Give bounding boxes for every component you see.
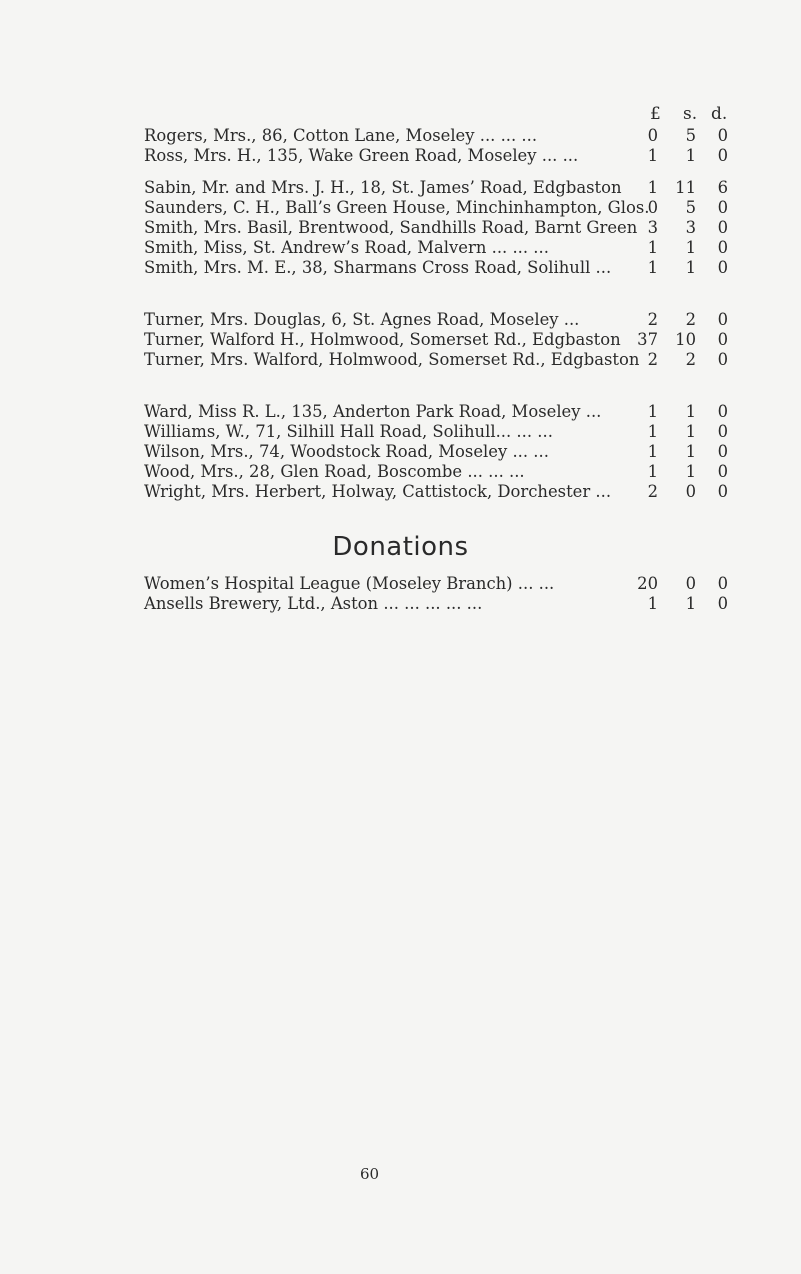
pounds-value: 2 bbox=[647, 350, 658, 369]
pounds-value: 2 bbox=[647, 310, 658, 329]
pence-value: 0 bbox=[717, 330, 728, 349]
subscriber-name: Turner, Mrs. Walford, Holmwood, Somerset Rd., Edgbaston bbox=[144, 350, 640, 369]
shillings-column-header: s. bbox=[683, 104, 698, 124]
list-item bbox=[144, 330, 744, 350]
donor-name: Ansells Brewery, Ltd., Aston ... ... ... ... ... bbox=[144, 594, 483, 613]
pounds-value: 1 bbox=[647, 462, 658, 481]
list-item bbox=[144, 310, 744, 330]
pounds-value: 1 bbox=[647, 402, 658, 421]
list-item bbox=[144, 462, 744, 482]
pence-value: 0 bbox=[717, 146, 728, 165]
pounds-value: 37 bbox=[637, 330, 658, 349]
shillings-value: 1 bbox=[685, 402, 696, 421]
subscriber-name: Williams, W., 71, Silhill Hall Road, Solihull... ... ... bbox=[144, 422, 553, 441]
subscriber-group-t bbox=[144, 310, 744, 370]
shillings-value: 0 bbox=[685, 574, 696, 593]
subscriber-name: Sabin, Mr. and Mrs. J. H., 18, St. James’ Road, Edgbaston bbox=[144, 178, 622, 197]
shillings-value: 1 bbox=[685, 422, 696, 441]
pence-value: 0 bbox=[717, 442, 728, 461]
pence-value: 0 bbox=[717, 310, 728, 329]
pence-value: 0 bbox=[717, 462, 728, 481]
subscriber-name: Wright, Mrs. Herbert, Holway, Cattistock, Dorchester ... bbox=[144, 482, 612, 501]
list-item bbox=[144, 482, 744, 502]
list-item bbox=[144, 422, 744, 442]
pounds-value: 0 bbox=[647, 198, 658, 217]
subscriber-group-s bbox=[144, 178, 744, 278]
list-item bbox=[144, 258, 744, 278]
pence-value: 0 bbox=[717, 402, 728, 421]
shillings-value: 10 bbox=[675, 330, 696, 349]
pence-value: 0 bbox=[717, 126, 728, 145]
subscriber-group-r bbox=[144, 126, 744, 166]
pence-value: 0 bbox=[717, 350, 728, 369]
list-item bbox=[144, 126, 744, 146]
pounds-value: 1 bbox=[647, 258, 658, 277]
donations-heading: Donations bbox=[332, 532, 469, 562]
shillings-value: 1 bbox=[685, 594, 696, 613]
list-item bbox=[144, 402, 744, 422]
pounds-value: 3 bbox=[647, 218, 658, 237]
list-item bbox=[144, 594, 744, 614]
subscriber-name: Ward, Miss R. L., 135, Anderton Park Road, Moseley ... bbox=[144, 402, 602, 421]
pence-value: 0 bbox=[717, 574, 728, 593]
subscriber-name: Smith, Mrs. M. E., 38, Sharmans Cross Road, Solihull ... bbox=[144, 258, 612, 277]
list-item bbox=[144, 574, 744, 594]
pence-value: 0 bbox=[717, 482, 728, 501]
pounds-value: 1 bbox=[647, 422, 658, 441]
shillings-value: 5 bbox=[685, 198, 696, 217]
donations-list bbox=[144, 574, 744, 614]
list-item bbox=[144, 350, 744, 370]
pence-value: 0 bbox=[717, 238, 728, 257]
subscriber-name: Wood, Mrs., 28, Glen Road, Boscombe ... ... ... bbox=[144, 462, 525, 481]
subscriber-name: Wilson, Mrs., 74, Woodstock Road, Moseley ... ... bbox=[144, 442, 549, 461]
list-item bbox=[144, 198, 744, 218]
shillings-value: 1 bbox=[685, 442, 696, 461]
pence-column-header: d. bbox=[711, 104, 728, 124]
pounds-value: 0 bbox=[647, 126, 658, 145]
subscriber-name: Saunders, C. H., Ball’s Green House, Minchinhampton, Glos. bbox=[144, 198, 650, 217]
subscriber-name: Turner, Mrs. Douglas, 6, St. Agnes Road, Moseley ... bbox=[144, 310, 580, 329]
pounds-value: 2 bbox=[647, 482, 658, 501]
list-item bbox=[144, 178, 744, 198]
list-item bbox=[144, 146, 744, 166]
pence-value: 0 bbox=[717, 422, 728, 441]
list-item bbox=[144, 442, 744, 462]
pounds-value: 1 bbox=[647, 594, 658, 613]
pence-value: 6 bbox=[717, 178, 728, 197]
list-item bbox=[144, 218, 744, 238]
shillings-value: 1 bbox=[685, 258, 696, 277]
subscriber-name: Smith, Mrs. Basil, Brentwood, Sandhills Road, Barnt Green bbox=[144, 218, 638, 237]
subscriber-group-w bbox=[144, 402, 744, 502]
pounds-column-header: £ bbox=[650, 104, 661, 124]
shillings-value: 11 bbox=[675, 178, 696, 197]
pence-value: 0 bbox=[717, 218, 728, 237]
list-item bbox=[144, 238, 744, 258]
pounds-value: 1 bbox=[647, 178, 658, 197]
shillings-value: 1 bbox=[685, 462, 696, 481]
pence-value: 0 bbox=[717, 258, 728, 277]
pounds-value: 20 bbox=[637, 574, 658, 593]
pounds-value: 1 bbox=[647, 146, 658, 165]
pounds-value: 1 bbox=[647, 442, 658, 461]
donor-name: Women’s Hospital League (Moseley Branch) ... ... bbox=[144, 574, 555, 593]
shillings-value: 2 bbox=[685, 310, 696, 329]
page-number: 60 bbox=[360, 1165, 380, 1183]
subscriber-name: Turner, Walford H., Holmwood, Somerset Rd., Edgbaston bbox=[144, 330, 621, 349]
pence-value: 0 bbox=[717, 594, 728, 613]
subscriber-name: Smith, Miss, St. Andrew’s Road, Malvern ... ... ... bbox=[144, 238, 549, 257]
pence-value: 0 bbox=[717, 198, 728, 217]
pounds-value: 1 bbox=[647, 238, 658, 257]
subscriber-name: Rogers, Mrs., 86, Cotton Lane, Moseley ... ... ... bbox=[144, 126, 538, 145]
subscriber-name: Ross, Mrs. H., 135, Wake Green Road, Moseley ... ... bbox=[144, 146, 579, 165]
shillings-value: 1 bbox=[685, 146, 696, 165]
shillings-value: 1 bbox=[685, 238, 696, 257]
shillings-value: 0 bbox=[685, 482, 696, 501]
shillings-value: 5 bbox=[685, 126, 696, 145]
shillings-value: 2 bbox=[685, 350, 696, 369]
shillings-value: 3 bbox=[685, 218, 696, 237]
